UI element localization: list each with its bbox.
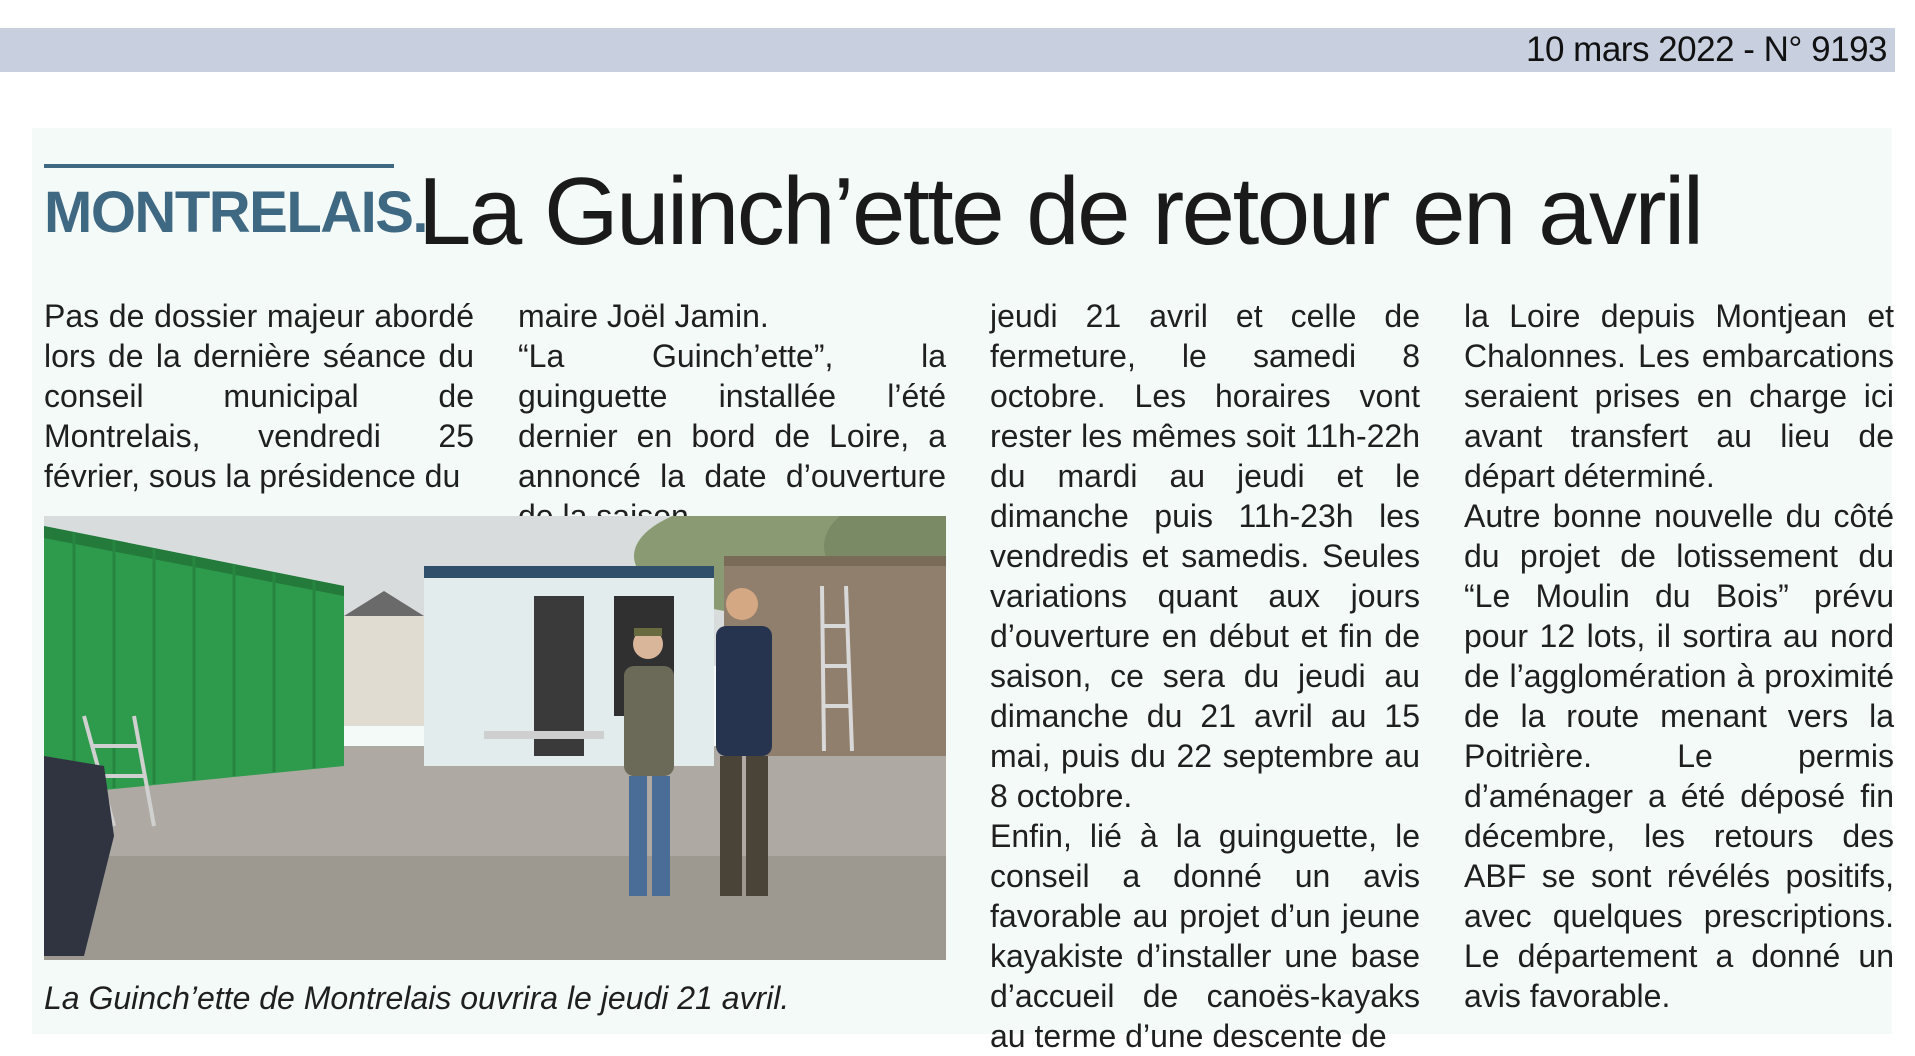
paragraph: maire Joël Jamin. (518, 298, 769, 334)
paragraph: la Loire depuis Montjean et Chalonnes. Les embarcations seraient prises en charge ici avant transfert au lieu de départ déterminé. (1464, 298, 1894, 494)
paragraph: Autre bonne nouvelle du côté du projet de lotissement du “Le Moulin du Bois” prévu pour 12 lots, il sortira au nord de l’agglomération à proximité de la route menant vers la Poitrière. Le permis d’aménager a été déposé fin décembre, les retours des ABF se sont révélés positifs, avec quelques prescriptions. Le département a donné un avis favorable. (1464, 498, 1894, 1014)
article-column-3 (990, 296, 1420, 1056)
paragraph: Enfin, lié à la guinguette, le conseil a donné un avis favorable au projet d’un jeune kayakiste d’installer une base d’accueil de canoës-kayaks au terme d’une descente de (990, 818, 1420, 1054)
paragraph: “La Guinch’ette”, la guinguette installée l’été dernier en bord de Loire, a annoncé la date d’ouverture (518, 338, 946, 494)
article-column-2 (518, 296, 946, 536)
article-photo (44, 516, 946, 960)
paragraph: Pas de dossier majeur abordé lors de la dernière séance du conseil municipal de Montrelais, vendredi 25 février, sous la présidence du (44, 298, 474, 494)
article-kicker: MONTRELAIS. (44, 180, 428, 245)
photo-caption: La Guinch’ette de Montrelais ouvrira le jeudi 21 avril. (44, 980, 790, 1016)
article-headline: La Guinch’ette de retour en avril (418, 158, 1702, 265)
paragraph: jeudi 21 avril et celle de fermeture, le samedi 8 octobre. Les horaires vont rester les mêmes soit 11h-22h du mardi au jeudi et le dimanche puis 11h-23h les vendredis et samedis. Seules variations quant aux jours d’ouverture en début et fin de saison, ce sera du jeudi au dimanche du 21 avril au 15 mai, puis du 22 septembre au 8 octobre. (990, 298, 1420, 814)
issue-date-number: 10 mars 2022 - N° 9193 (1526, 30, 1887, 69)
article-column-1 (44, 296, 474, 496)
article-column-4 (1464, 296, 1894, 1016)
kicker-rule (44, 164, 394, 168)
